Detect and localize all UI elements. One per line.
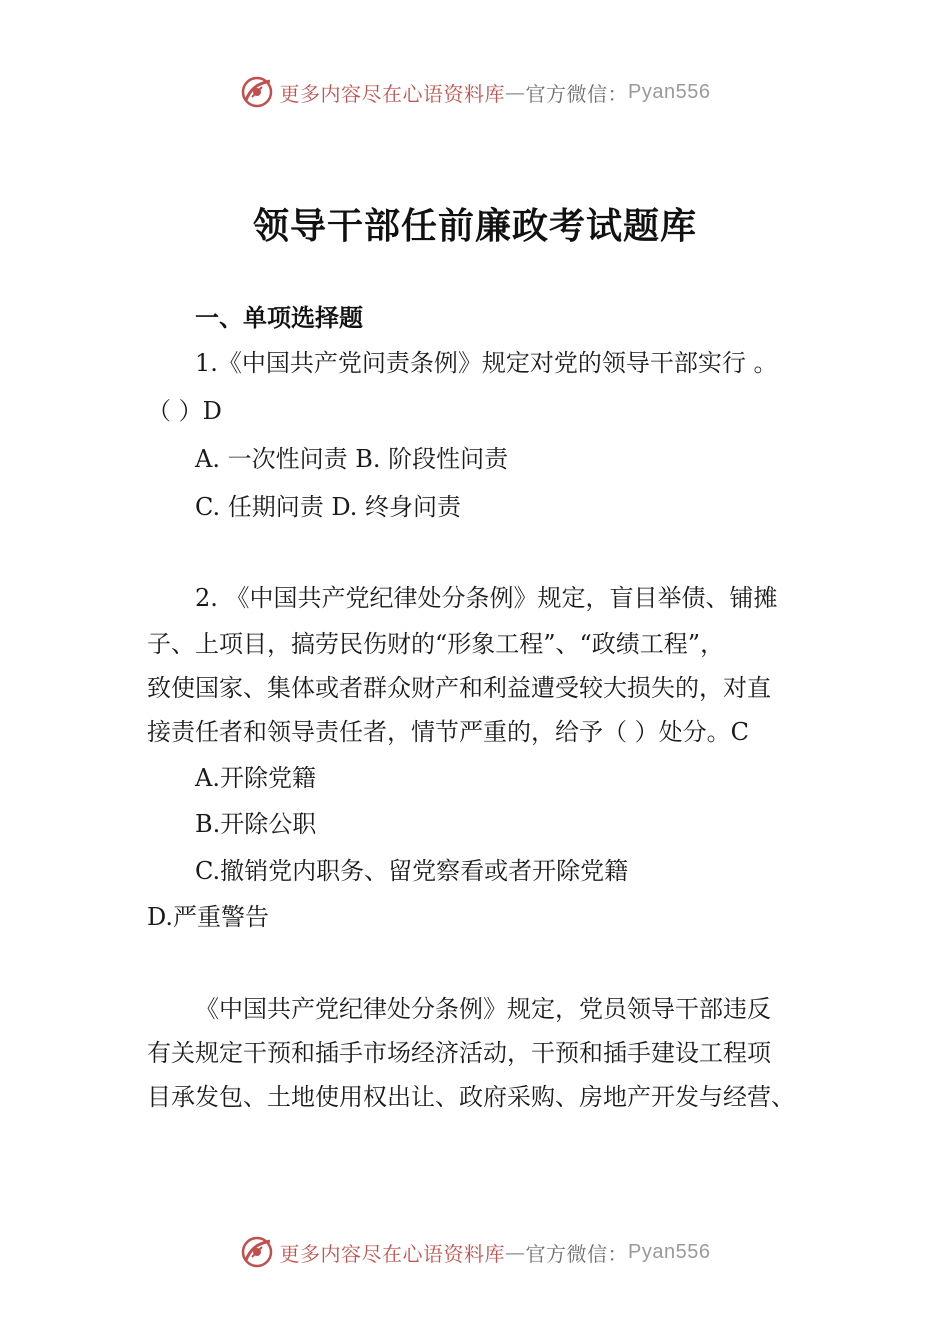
- q2-stem-line1: 2. 《中国共产党纪律处分条例》规定，盲目举债、铺摊: [195, 584, 778, 612]
- q1-stem-cont: （ ）D: [147, 397, 222, 425]
- document-title: 领导干部任前廉政考试题库: [252, 205, 697, 247]
- q2-stem-line3: 致使国家、集体或者群众财产和利益遭受较大损失的，对直: [147, 674, 771, 702]
- q3-stem-line3: 目承发包、土地使用权出让、政府采购、房地产开发与经营、: [147, 1083, 795, 1111]
- header-watermark-banner: [0, 72, 950, 112]
- q3-stem-line1: 《中国共产党纪律处分条例》规定，党员领导干部违反: [195, 995, 771, 1023]
- banner-wechat-label: 官方微信：: [525, 81, 629, 106]
- banner-wechat-label: 官方微信：: [525, 1241, 629, 1266]
- q2-option-a: A.开除党籍: [195, 764, 316, 792]
- banner-prefix: 更多内容尽在心语资料库: [279, 1241, 506, 1266]
- sun-brush-logo-icon: [240, 1235, 274, 1269]
- q1-options-line1: A. 一次性问责 B. 阶段性问责: [195, 445, 509, 473]
- q2-option-d: D.严重警告: [147, 903, 270, 931]
- q3-stem-line2: 有关规定干预和插手市场经济活动，干预和插手建设工程项: [147, 1039, 771, 1067]
- section-heading: 一、单项选择题: [195, 304, 363, 332]
- banner-wechat-id: Pyan556: [628, 1240, 711, 1263]
- q2-option-c: C.撤销党内职务、留党察看或者开除党籍: [195, 857, 629, 885]
- q2-stem-line2: 子、上项目，搞劳民伤财的“形象工程”、“政绩工程”，: [147, 630, 725, 658]
- q2-option-b: B.开除公职: [195, 810, 317, 838]
- banner-prefix: 更多内容尽在心语资料库: [279, 81, 506, 106]
- sun-brush-logo-icon: [240, 75, 274, 109]
- q2-stem-line4: 接责任者和领导责任者，情节严重的，给予（ ）处分。C: [147, 718, 749, 746]
- banner-separator: —: [505, 80, 526, 104]
- footer-watermark-banner: [0, 1232, 950, 1272]
- banner-separator: —: [505, 1240, 526, 1264]
- q1-options-line2: C. 任期问责 D. 终身问责: [195, 493, 462, 521]
- banner-wechat-id: Pyan556: [628, 80, 711, 103]
- q1-stem: 1.《中国共产党问责条例》规定对党的领导干部实行 。: [195, 349, 778, 377]
